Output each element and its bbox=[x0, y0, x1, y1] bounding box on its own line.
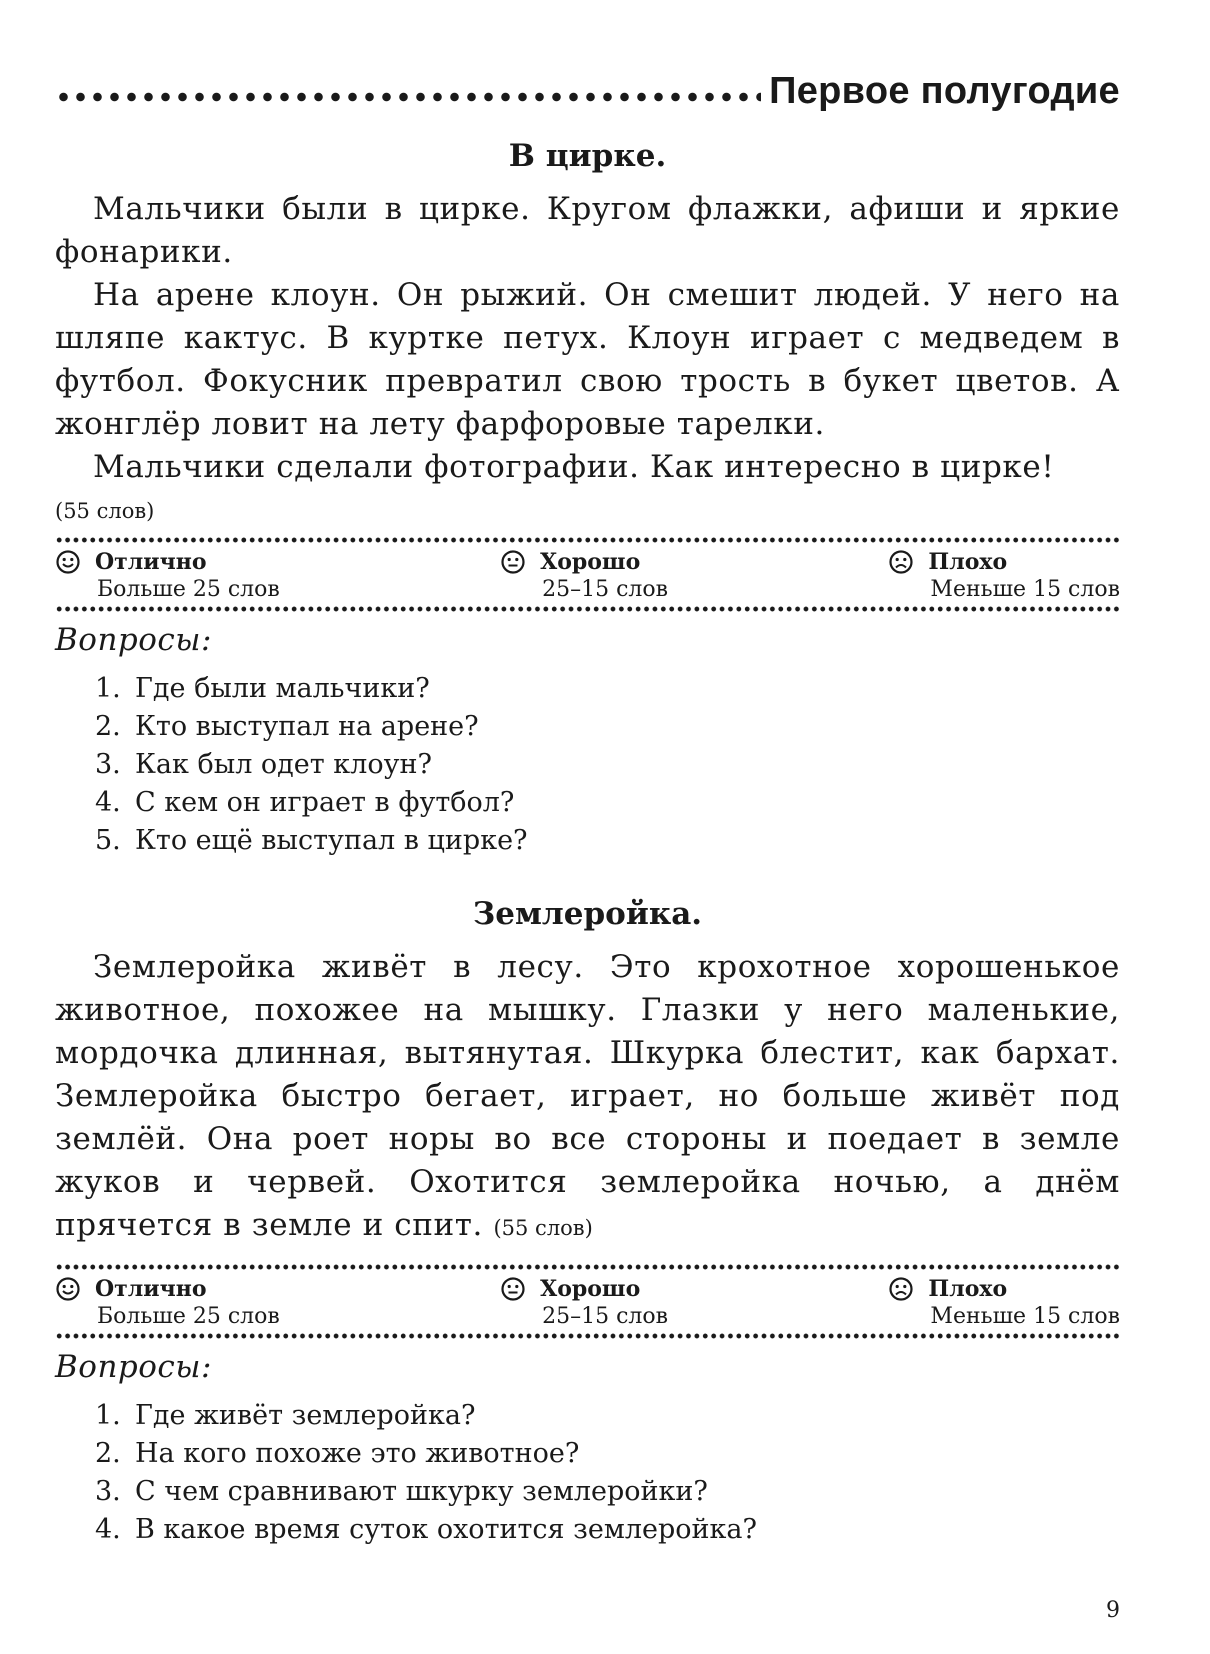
story-text bbox=[55, 946, 1120, 1250]
rating-criteria: Больше 25 слов bbox=[97, 1304, 280, 1329]
running-head bbox=[55, 70, 1120, 132]
story-title: В цирке. bbox=[508, 138, 667, 174]
story-paragraph: На арене клоун. Он рыжий. Он смешит людей. У него на шляпе кактус. В куртке петух. Клоун играет с медведем в футбол. Фокусник превратил свою трость в букет цветов. А жонглёр ловит на лету фарфоровые тарелки. bbox=[55, 277, 1120, 442]
questions-heading: Вопросы: bbox=[55, 1349, 212, 1385]
dotted-divider bbox=[55, 606, 1120, 612]
rating-criteria: Меньше 15 слов bbox=[930, 1304, 1120, 1329]
page bbox=[55, 70, 1120, 1549]
sad-face-icon bbox=[888, 549, 914, 575]
story-text bbox=[55, 188, 1120, 489]
word-count: (55 слов) bbox=[55, 499, 155, 523]
rating-label: Отлично bbox=[95, 549, 207, 575]
rating-scale bbox=[55, 1270, 1120, 1333]
rating-good bbox=[500, 1276, 668, 1329]
rating-excellent bbox=[55, 1276, 280, 1329]
rating-bad bbox=[888, 1276, 1120, 1329]
story-title: Землеройка. bbox=[472, 896, 703, 932]
smile-face-icon bbox=[55, 1276, 81, 1302]
rating-label: Плохо bbox=[928, 549, 1008, 575]
rating-label: Хорошо bbox=[540, 549, 641, 575]
rating-criteria: 25–15 слов bbox=[542, 577, 669, 602]
questions-list bbox=[55, 1397, 1120, 1549]
rating-bad bbox=[888, 549, 1120, 602]
neutral-face-icon bbox=[500, 1276, 526, 1302]
story-section-2 bbox=[55, 896, 1120, 1549]
sad-face-icon bbox=[888, 1276, 914, 1302]
question-item: 2. Кто выступал на арене? bbox=[95, 711, 479, 742]
rating-criteria: 25–15 слов bbox=[542, 1304, 669, 1329]
rating-label: Хорошо bbox=[540, 1276, 641, 1302]
rating-label: Отлично bbox=[95, 1276, 207, 1302]
question-item: 5. Кто ещё выступал в цирке? bbox=[95, 825, 528, 856]
question-item: 1. Где живёт землеройка? bbox=[95, 1400, 476, 1431]
story-paragraph: Мальчики были в цирке. Кругом флажки, афиши и яркие фонарики. bbox=[55, 191, 1120, 270]
questions-heading: Вопросы: bbox=[55, 622, 212, 658]
neutral-face-icon bbox=[500, 549, 526, 575]
story-paragraph: Землеройка живёт в лесу. Это крохотное хорошенькое животное, похожее на мышку. Глазки у него маленькие, мордочка длинная, вытянутая. Шкурка блестит, как бархат. Землеройка быстро бегает, играет, но больше живёт под землёй. Она роет норы во все стороны и поедает в земле жуков и червей. Охотится землеройка ночью, а днём прячется в земле и спит. (55 слов) bbox=[55, 949, 1120, 1243]
rating-excellent bbox=[55, 549, 280, 602]
question-item: 3. С чем сравнивают шкурку землеройки? bbox=[95, 1476, 708, 1507]
question-item: 4. В какое время суток охотится землеройка? bbox=[95, 1514, 757, 1545]
word-count: (55 слов) bbox=[493, 1216, 593, 1240]
rating-good bbox=[500, 549, 668, 602]
question-item: 3. Как был одет клоун? bbox=[95, 749, 432, 780]
story-paragraph: Мальчики сделали фотографии. Как интересно в цирке! bbox=[93, 449, 1055, 485]
question-item: 2. На кого похоже это животное? bbox=[95, 1438, 580, 1469]
questions-list bbox=[55, 670, 1120, 860]
rating-scale bbox=[55, 543, 1120, 606]
rating-label: Плохо bbox=[928, 1276, 1008, 1302]
smile-face-icon bbox=[55, 549, 81, 575]
rating-criteria: Меньше 15 слов bbox=[930, 577, 1120, 602]
rating-criteria: Больше 25 слов bbox=[97, 577, 280, 602]
dotted-divider bbox=[55, 1333, 1120, 1339]
page-number: 9 bbox=[1106, 1598, 1120, 1623]
question-item: 4. С кем он играет в футбол? bbox=[95, 787, 515, 818]
question-item: 1. Где были мальчики? bbox=[95, 673, 430, 704]
running-head-title: Первое полугодие bbox=[769, 70, 1120, 112]
leader-dots bbox=[55, 91, 761, 103]
